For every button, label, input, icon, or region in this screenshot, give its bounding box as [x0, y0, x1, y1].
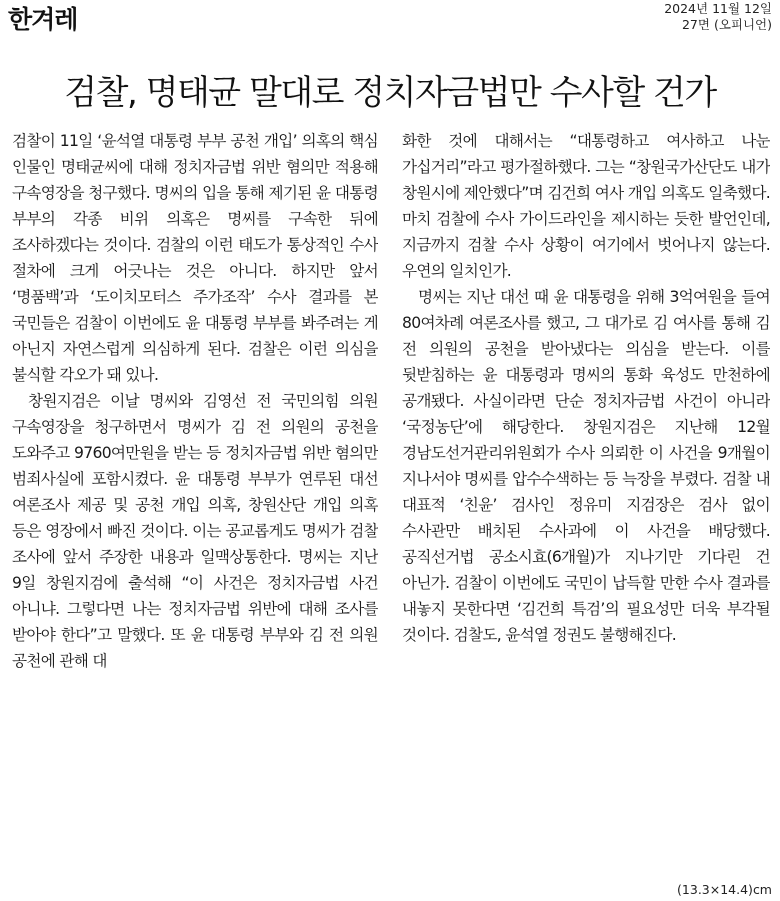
page-section: 27면 (오피니언) — [681, 17, 772, 32]
article-body — [12, 128, 770, 880]
paragraph: 명씨는 지난 대선 때 윤 대통령을 위해 3억여원을 들여 80여차례 여론조사를 했고, 그 대가로 김 여사를 통해 김 전 의원의 공천을 받아냈다는 의심을 받는다. 이를 뒷받침하는 윤 대통령과 명씨의 통화 육성도 만천하에 공개됐다. 사실이라면 단순 정치자금법 사건이 아니라 ‘국정농단’에 해당한다. 창원지검은 지난해 12월 경남도선거관리위원회가 수사 의뢰한 이 사건을 9개월이 지나서야 명씨를 압수수색하는 등 늑장을 부렸다. 검찰 내 대표적 ‘친윤’ 검사인 정유미 지검장은 검사 없이 수사관만 배치된 수사과에 이 사건을 배당했다. 공직선거법 공소시효(6개월)가 지나기만 기다린 건 아닌가. 검찰이 이번에도 국민이 납득할 만한 수사 결과를 내놓지 못한다면 ‘김건희 특검’의 필요성만 더욱 부각될 것이다. 검찰도, 윤석열 정권도 불행해진다. — [402, 288, 770, 644]
paragraph: 창원지검은 이날 명씨와 김영선 전 국민의힘 의원 구속영장을 청구하면서 명씨가 김 전 의원의 공천을 도와주고 9760여만원을 받는 등 정치자금법 위반 혐의만 범죄사실에 포함시켰다. 윤 대통령 부부가 연루된 대선 여론조사 제공 및 공천 개입 의혹, 창원산단 개입 의혹 등은 영장에서 빠진 것이다. 이는 공교롭게도 명씨가 검찰 조사에 앞서 주장한 내용과 일맥상통한다. 명씨는 지난 9일 창원지검에 출석해 “이 사건은 정치자금법 사건 아니냐. 그렇다면 나는 정치자금법 위반에 대해 조사를 받아야 한다”고 말했다. 또 윤 대통령 부부와 김 전 의원 공천에 관해 대 — [12, 392, 378, 670]
column-right — [402, 128, 770, 880]
column-left — [12, 128, 378, 880]
paragraph: 검찰이 11일 ‘윤석열 대통령 부부 공천 개입’ 의혹의 핵심 인물인 명태균씨에 대해 정치자금법 위반 혐의만 적용해 구속영장을 청구했다. 명씨의 입을 통해 제기된 윤 대통령 부부의 각종 비위 의혹은 명씨를 구속한 뒤에 조사하겠다는 것이다. 검찰의 이런 태도가 통상적인 수사 절차에 크게 어긋나는 것은 아니다. 하지만 앞서 ‘명품백’과 ‘도이치모터스 주가조작’ 수사 결과를 본 국민들은 검찰이 이번에도 윤 대통령 부부를 봐주려는 게 아닌지 자연스럽게 의심하게 된다. 검찰은 이런 의심을 불식할 각오가 돼 있나. — [12, 132, 378, 384]
newspaper-logo: 한겨레 — [8, 5, 78, 34]
clipping-size: (13.3×14.4)cm — [677, 882, 772, 897]
article-headline: 검찰, 명태균 말대로 정치자금법만 수사할 건가 — [64, 72, 716, 113]
publication-meta — [664, 1, 772, 33]
paragraph: 화한 것에 대해서는 “대통령하고 여사하고 나눈 가십거리”라고 평가절하했다. 그는 “창원국가산단도 내가 창원시에 제안했다”며 김건희 여사 개입 의혹도 일축했다. 마치 검찰에 수사 가이드라인을 제시하는 듯한 발언인데, 지금까지 검찰 수사 상황이 여기에서 벗어나지 않는다. 우연의 일치인가. — [402, 132, 770, 280]
publication-date: 2024년 11월 12일 — [664, 1, 772, 16]
